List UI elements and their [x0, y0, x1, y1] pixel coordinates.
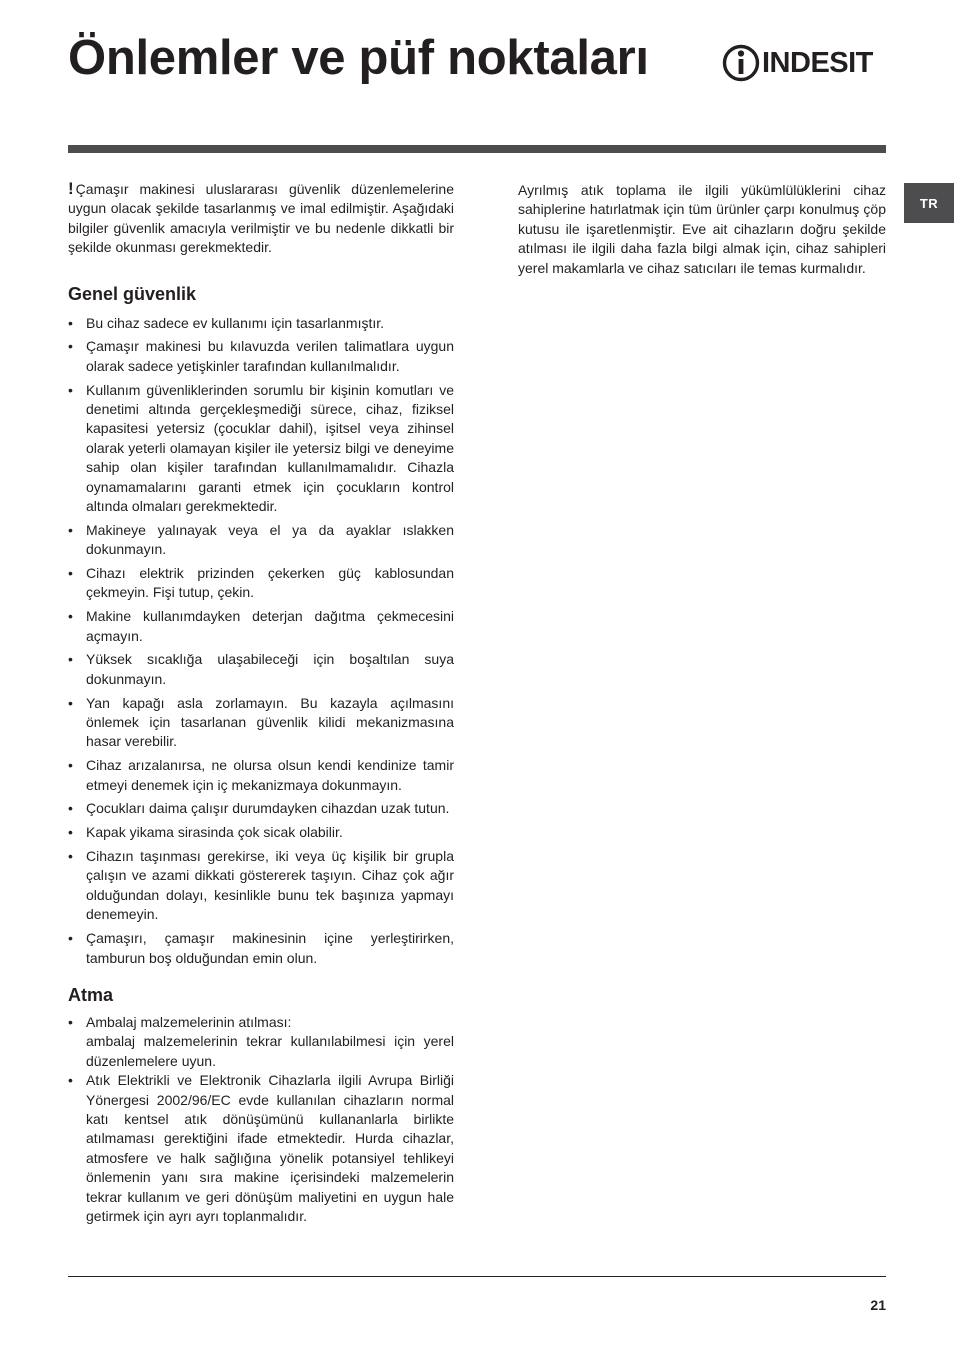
intro-text: Çamaşır makinesi uluslararası güvenlik düzenlemelerine uygun olacak şekilde tasarlanmış ve imal edilmiştir. Aşağıdaki bilgiler güvenlik amacıyla verilmiştir ve bu nedenle dikkatli bir şekilde okunması gerekmektedir. — [68, 181, 454, 256]
list-item: • Cihaz arızalanırsa, ne olursa olsun kendi kendinize tamir etmeyi denemek için iç mekanizmaya dokunmayın. — [68, 756, 454, 795]
disposal-list — [68, 1013, 454, 1226]
list-item — [68, 1013, 454, 1071]
indesit-i-icon — [722, 40, 760, 86]
right-column — [518, 181, 886, 278]
indesit-logo — [722, 40, 873, 86]
left-column — [68, 180, 454, 1226]
list-item: • Çamaşır makinesi bu kılavuzda verilen talimatlara uygun olarak sadece yetişkinler tarafından kullanılmalıdır. — [68, 337, 454, 376]
list-item: • Yan kapağı asla zorlamayın. Bu kazayla açılmasını önlemek için tasarlanan güvenlik kilidi mekanizmasına hasar verebilir. — [68, 694, 454, 752]
disposal-heading: Atma — [68, 984, 114, 1005]
list-item: • Çocukları daima çalışır durumdayken cihazdan uzak tutun. — [68, 799, 454, 818]
weee-paragraph: Ayrılmış atık toplama ile ilgili yükümlülüklerini cihaz sahiplerine hatırlatmak için tüm ürünler çarpı konulmuş çöp kutusu ile işaretlenmiştir. Eve ait cihazların doğru şekilde atılması ile ilgili daha fazla bilgi almak için, cihaz sahipleri yerel makamlarla ve cihaz satıcıları ile temas kurmalıdır. — [518, 182, 886, 276]
footer-rule — [68, 1276, 886, 1277]
list-item: • Yüksek sıcaklığa ulaşabileceği için boşaltılan suya dokunmayın. — [68, 650, 454, 689]
list-item: • Kapak yikama sirasinda çok sicak olabilir. — [68, 823, 454, 842]
list-item: • Atık Elektrikli ve Elektronik Cihazlarla ilgili Avrupa Birliği Yönergesi 2002/96/EC evde kullanılan cihazların normal katı kentsel atık dönüşümünü kullananlarla birlikte atılmaması gerektiğini ifade etmektedir. Hurda cihazlar, atmosfere ve halk sağlığına yönelik potansiyel tehlikeyi önlemenin yanı sıra makine içerisindeki malzemelerin tekrar kullanım ve geri dönüşüm maliyetini en uygun hale getirmek için ayrı ayrı toplanmalıdır. — [68, 1071, 454, 1226]
intro-paragraph — [68, 180, 454, 258]
list-item: • Makineye yalınayak veya el ya da ayaklar ıslakken dokunmayın. — [68, 521, 454, 560]
list-item: • Makine kullanımdayken deterjan dağıtma çekmecesini açmayın. — [68, 607, 454, 646]
warning-icon: ! — [68, 179, 74, 198]
list-item: • Bu cihaz sadece ev kullanımı için tasarlanmıştır. — [68, 314, 454, 333]
brand-wordmark: INDESIT — [762, 47, 873, 79]
language-tab: TR — [904, 183, 954, 223]
list-item: • Cihazı elektrik prizinden çekerken güç kablosundan çekmeyin. Fişi tutup, çekin. — [68, 564, 454, 603]
general-safety-list — [68, 314, 454, 968]
list-item: • Cihazın taşınması gerekirse, iki veya üç kişilik bir grupla çalışın ve azami dikkati göstererek taşıyın. Cihaz çok ağır olduğundan dolayı, kesinlikle bunu tek başınıza yapmayı denemeyin. — [68, 847, 454, 925]
list-item: • Çamaşırı, çamaşır makinesinin içine yerleştirirken, tamburun boş olduğundan emin olun. — [68, 929, 454, 968]
list-item: • Kullanım güvenliklerinden sorumlu bir kişinin komutları ve denetimi altında gerçekleşmediği sürece, cihaz, fiziksel kapasitesi yetersiz (çocuklar dahil), işitsel veya zihinsel olarak yeterli olamayan kişiler ile yetersiz bilgi ve deneyime sahip olan kişiler tarafından kullanılmamalıdır. Cihazla oynamamalarını garanti etmek için çocukların kontrol altında olmaları gerekmektedir. — [68, 381, 454, 517]
page-number: 21 — [870, 1297, 886, 1313]
packaging-title: • Ambalaj malzemelerinin atılması: — [86, 1013, 292, 1030]
header-rule — [68, 145, 886, 153]
page-title: Önlemler ve püf noktaları — [68, 31, 649, 85]
general-safety-heading: Genel güvenlik — [68, 283, 197, 304]
packaging-body: ambalaj malzemelerinin tekrar kullanılabilmesi için yerel düzenlemelere uyun. — [86, 1033, 454, 1069]
